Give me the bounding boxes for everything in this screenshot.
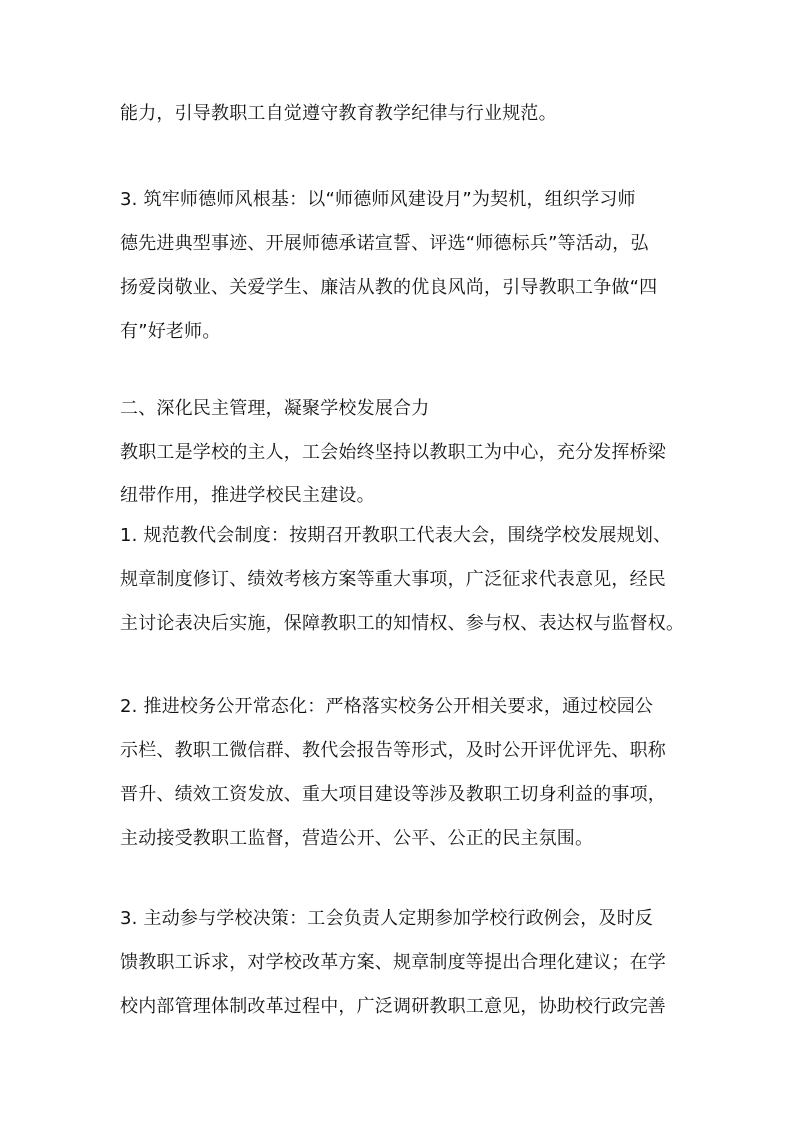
text-line: 示栏、教职工微信群、教代会报告等形式，及时公开评优评先、职称 [120, 740, 666, 761]
text-line: 馈教职工诉求，对学校改革方案、规章制度等提出合理化建议；在学 [120, 952, 666, 973]
text-line: 教职工是学校的主人，工会始终坚持以教职工为中心，充分发挥桥梁 [120, 442, 666, 463]
text-line: 3. 主动参与学校决策：工会负责人定期参加学校行政例会，及时反 [120, 908, 654, 929]
section-heading: 二、深化民主管理，凝聚学校发展合力 [120, 398, 430, 419]
text-line: 1. 规范教代会制度：按期召开教职工代表大会，围绕学校发展规划、 [120, 525, 672, 546]
text-line: 2. 推进校务公开常态化：严格落实校务公开相关要求，通过校园公 [120, 696, 654, 717]
text-line: 纽带作用，推进学校民主建设。 [120, 485, 375, 506]
text-line: 校内部管理体制改革过程中，广泛调研教职工意见，协助校行政完善 [120, 996, 666, 1017]
text-line: 扬爱岗敬业、关爱学生、廉洁从教的优良风尚，引导教职工争做“四 [120, 277, 658, 298]
text-line: 3. 筑牢师德师风根基：以“师德师风建设月”为契机，组织学习师 [120, 189, 636, 210]
text-line: 主动接受教职工监督，营造公开、公平、公正的民主氛围。 [120, 828, 594, 849]
text-line: 主讨论表决后实施，保障教职工的知情权、参与权、表达权与监督权。 [120, 613, 685, 634]
text-line: 能力，引导教职工自觉遵守教育教学纪律与行业规范。 [120, 103, 557, 124]
text-line: 有”好老师。 [120, 321, 221, 342]
text-line: 晋升、绩效工资发放、重大项目建设等涉及教职工切身利益的事项， [120, 784, 666, 805]
text-line: 德先进典型事迹、开展师德承诺宣誓、评选“师德标兵”等活动，弘 [120, 233, 649, 254]
text-line: 规章制度修订、绩效考核方案等重大事项，广泛征求代表意见，经民 [120, 569, 666, 590]
